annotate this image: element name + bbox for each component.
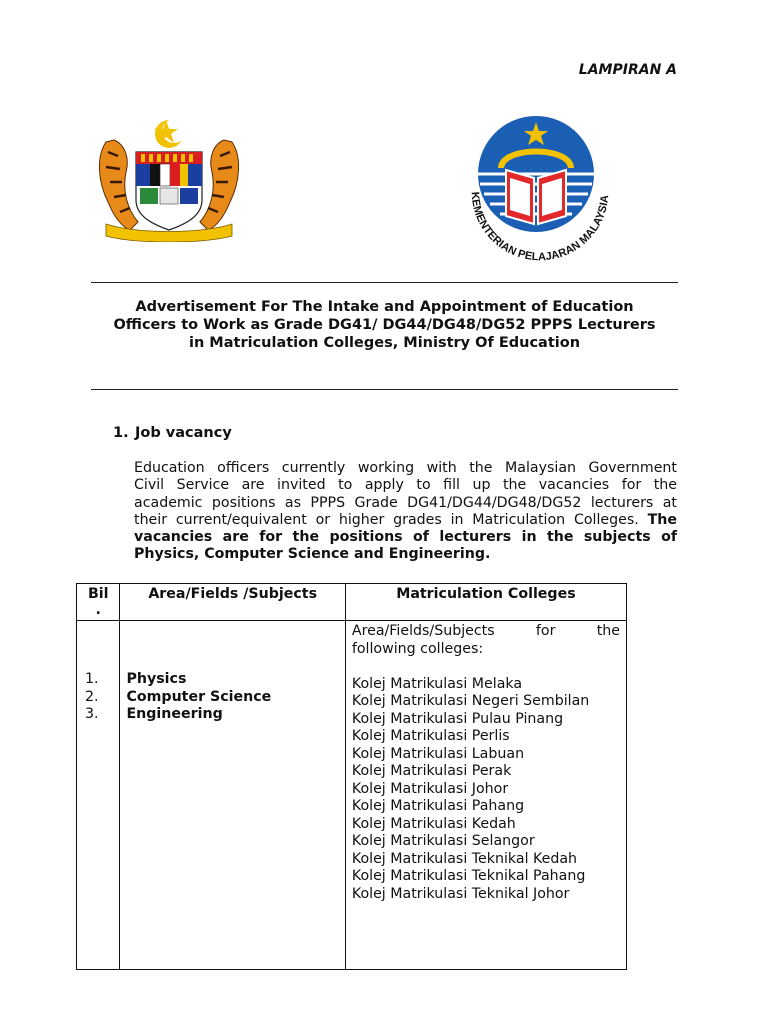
section-number: 1. [113,425,129,441]
title-line-1: Advertisement For The Intake and Appointment of Education [135,299,634,315]
document-title [91,298,678,352]
table-header-row [77,584,627,621]
header-colleges: Matriculation Colleges [345,584,626,621]
title-line-3: in Matriculation Colleges, Ministry Of Education [188,335,581,351]
kpm-logo [458,112,628,262]
para-line-3: academic positions as PPPS Grade DG41/DG44/DG48/DG52 lecturers at [134,494,677,511]
list-item: Kolej Matrikulasi Perak [351,763,512,779]
title-line-2: Officers to Work as Grade DG41/ DG44/DG48/DG52 PPPS Lecturers [113,317,656,333]
row-colleges [345,621,626,970]
row-numbers: 1. 2. 3. [77,621,120,970]
table-row [77,621,627,970]
colleges-intro-line2: following colleges: [351,640,484,657]
vacancy-table [76,583,627,970]
list-item: Kolej Matrikulasi Negeri Sembilan [351,693,590,709]
list-item: Kolej Matrikulasi Labuan [351,745,525,762]
para-line-1: Education officers currently working with the Malaysian Government [134,460,677,476]
section-heading [113,425,232,441]
header-area: Area/Fields /Subjects [120,584,345,621]
list-item: Kolej Matrikulasi Pahang [351,798,525,814]
lampiran-label: LAMPIRAN A [578,62,677,78]
section-title: Job vacancy [135,425,232,441]
header-bil: Bil . [77,584,120,621]
row-subjects: Physics Computer Science Engineering [120,621,345,970]
para-line-5: vacancies are for the positions of lecturers in the subjects of [134,529,677,546]
list-item: Kolej Matrikulasi Selangor [351,833,535,849]
para-line-4: their current/equivalent or higher grades in Matriculation Colleges. The [134,511,677,528]
vacancy-paragraph [134,460,677,564]
list-item: Kolej Matrikulasi Melaka [351,675,523,692]
list-item: Kolej Matrikulasi Kedah [351,815,516,832]
list-item: Kolej Matrikulasi Perlis [351,728,510,744]
list-item: Kolej Matrikulasi Teknikal Johor [351,885,570,902]
list-item: Kolej Matrikulasi Teknikal Pahang [351,868,586,884]
colleges-intro: Area/Fields/Subjects for the [351,623,620,639]
bottom-divider [91,389,678,390]
list-item: Kolej Matrikulasi Teknikal Kedah [351,850,578,867]
kpm-ring-text: KEMENTERIAN PELAJARAN MALAYSIA [468,191,612,262]
top-divider [91,282,678,283]
list-item: Kolej Matrikulasi Johor [351,780,509,797]
para-line-6: Physics, Computer Science and Engineering. [134,546,491,563]
para-line-2: Civil Service are invited to apply to fill up the vacancies for the [134,477,677,494]
coat-of-arms-logo [86,112,252,242]
list-item: Kolej Matrikulasi Pulau Pinang [351,710,564,727]
